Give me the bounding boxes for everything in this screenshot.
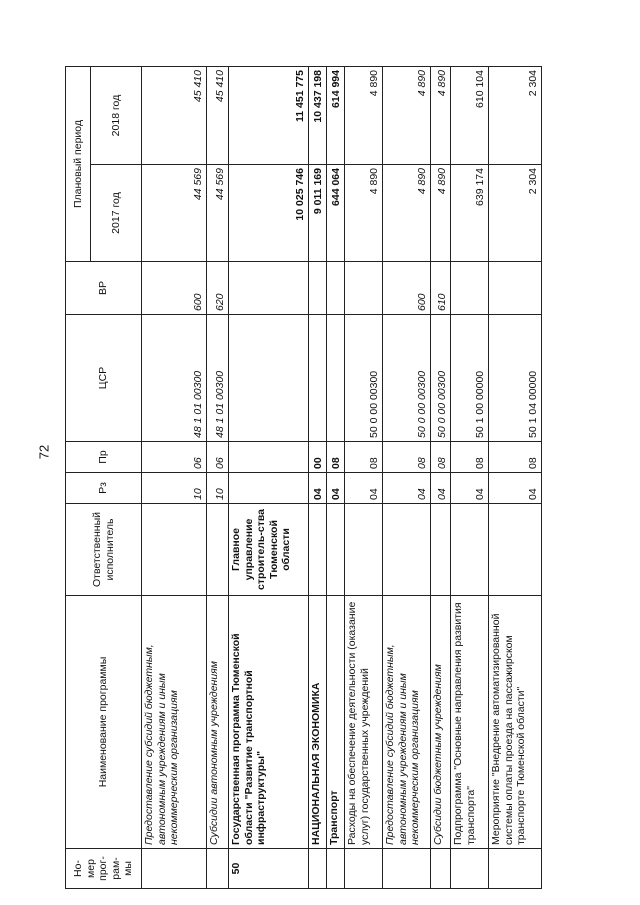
col-no — [451, 849, 489, 889]
col-rz: 04 — [431, 473, 451, 504]
col-no — [431, 849, 451, 889]
col-pr — [229, 442, 309, 473]
col-rz — [229, 473, 309, 504]
table-row — [489, 67, 542, 889]
header-vr: ВР — [66, 262, 142, 315]
col-executor — [327, 504, 345, 596]
table-row — [345, 67, 383, 889]
col-no — [327, 849, 345, 889]
col-csr — [229, 315, 309, 442]
col-executor — [345, 504, 383, 596]
col-2017: 639 174 — [451, 165, 489, 262]
col-vr — [327, 262, 345, 315]
col-rz: 04 — [489, 473, 542, 504]
col-rz: 04 — [309, 473, 327, 504]
col-vr: 600 — [142, 262, 207, 315]
col-csr — [309, 315, 327, 442]
col-2017: 2 304 — [489, 165, 542, 262]
col-pr: 08 — [431, 442, 451, 473]
col-csr: 48 1 01 00300 — [142, 315, 207, 442]
col-2018: 45 410 — [142, 67, 207, 165]
header-csr: ЦСР — [66, 315, 142, 442]
col-no: 50 — [229, 849, 309, 889]
table-row — [327, 67, 345, 889]
col-name: Предоставление субсидий бюджетным, автономным учреждениям и иным некоммерческим организациям — [142, 596, 207, 849]
col-no — [309, 849, 327, 889]
page-number: 72 — [36, 444, 52, 460]
header-executor: Ответственный исполнитель — [66, 504, 142, 596]
col-executor — [207, 504, 229, 596]
col-name: НАЦИОНАЛЬНАЯ ЭКОНОМИКА — [309, 596, 327, 849]
col-rz: 04 — [345, 473, 383, 504]
col-vr — [345, 262, 383, 315]
budget-table — [65, 66, 542, 889]
col-rz: 10 — [142, 473, 207, 504]
col-name: Мероприятие "Внедрение автоматизированной системы оплаты проезда на пассажирском транспорте Тюменской области" — [489, 596, 542, 849]
col-2017: 10 025 746 — [229, 165, 309, 262]
header-2017: 2017 год — [91, 165, 142, 262]
col-rz: 10 — [207, 473, 229, 504]
col-name: Предоставление субсидий бюджетным, автономным учреждениям и иным некоммерческим организациям — [383, 596, 431, 849]
col-2017: 4 890 — [431, 165, 451, 262]
col-csr: 50 0 00 00300 — [431, 315, 451, 442]
col-2018: 4 890 — [345, 67, 383, 165]
col-vr: 600 — [383, 262, 431, 315]
col-2018: 11 451 775 — [229, 67, 309, 165]
col-2017: 9 011 169 — [309, 165, 327, 262]
table-row — [309, 67, 327, 889]
col-vr: 620 — [207, 262, 229, 315]
col-executor — [451, 504, 489, 596]
col-pr: 08 — [383, 442, 431, 473]
col-name: Субсидии автономным учреждениям — [207, 596, 229, 849]
col-csr: 50 0 00 00300 — [383, 315, 431, 442]
col-pr: 08 — [489, 442, 542, 473]
table-row — [383, 67, 431, 889]
header-no: Но-мер прог-рам-мы — [66, 849, 142, 889]
col-pr: 00 — [309, 442, 327, 473]
col-name: Подпрограмма "Основные направления развития транспорта" — [451, 596, 489, 849]
table-row — [142, 67, 207, 889]
header-name: Наименование программы — [66, 596, 142, 849]
table-row — [431, 67, 451, 889]
col-vr — [309, 262, 327, 315]
col-2018: 4 890 — [383, 67, 431, 165]
col-2018: 614 994 — [327, 67, 345, 165]
col-csr — [327, 315, 345, 442]
budget-table-region — [65, 67, 540, 889]
table-row — [207, 67, 229, 889]
header-row-1 — [66, 67, 91, 889]
col-vr: 610 — [431, 262, 451, 315]
col-rz: 04 — [451, 473, 489, 504]
col-csr: 50 1 04 00000 — [489, 315, 542, 442]
col-2018: 45 410 — [207, 67, 229, 165]
table-row — [451, 67, 489, 889]
col-name: Субсидии бюджетным учреждениям — [431, 596, 451, 849]
col-pr: 06 — [207, 442, 229, 473]
col-2017: 4 890 — [345, 165, 383, 262]
col-csr: 50 0 00 00300 — [345, 315, 383, 442]
col-executor: Главное управление строитель-ства Тюменской области — [229, 504, 309, 596]
col-2018: 2 304 — [489, 67, 542, 165]
col-name: Расходы на обеспечение деятельности (оказание услуг) государственных учреждений — [345, 596, 383, 849]
col-no — [489, 849, 542, 889]
col-pr: 08 — [327, 442, 345, 473]
col-2018: 10 437 198 — [309, 67, 327, 165]
col-2017: 44 569 — [142, 165, 207, 262]
col-executor — [431, 504, 451, 596]
col-no — [142, 849, 207, 889]
col-pr: 06 — [142, 442, 207, 473]
col-executor — [142, 504, 207, 596]
col-rz: 04 — [327, 473, 345, 504]
col-vr — [229, 262, 309, 315]
col-csr: 50 1 00 00000 — [451, 315, 489, 442]
col-rz: 04 — [383, 473, 431, 504]
col-2017: 644 064 — [327, 165, 345, 262]
col-no — [207, 849, 229, 889]
col-pr: 08 — [451, 442, 489, 473]
header-planned-period: Плановый период — [66, 67, 91, 262]
col-2018: 4 890 — [431, 67, 451, 165]
col-no — [383, 849, 431, 889]
col-vr — [489, 262, 542, 315]
col-name: Транспорт — [327, 596, 345, 849]
header-2018: 2018 год — [91, 67, 142, 165]
col-pr: 08 — [345, 442, 383, 473]
header-pr: Пр — [66, 442, 142, 473]
col-vr — [451, 262, 489, 315]
table-row — [229, 67, 309, 889]
col-2018: 610 104 — [451, 67, 489, 165]
col-2017: 44 569 — [207, 165, 229, 262]
col-executor — [489, 504, 542, 596]
col-csr: 48 1 01 00300 — [207, 315, 229, 442]
col-name: Государственная программа Тюменской области "Развитие транспортной инфраструктуры" — [229, 596, 309, 849]
col-executor — [383, 504, 431, 596]
col-no — [345, 849, 383, 889]
col-executor — [309, 504, 327, 596]
header-rz: Рз — [66, 473, 142, 504]
col-2017: 4 890 — [383, 165, 431, 262]
